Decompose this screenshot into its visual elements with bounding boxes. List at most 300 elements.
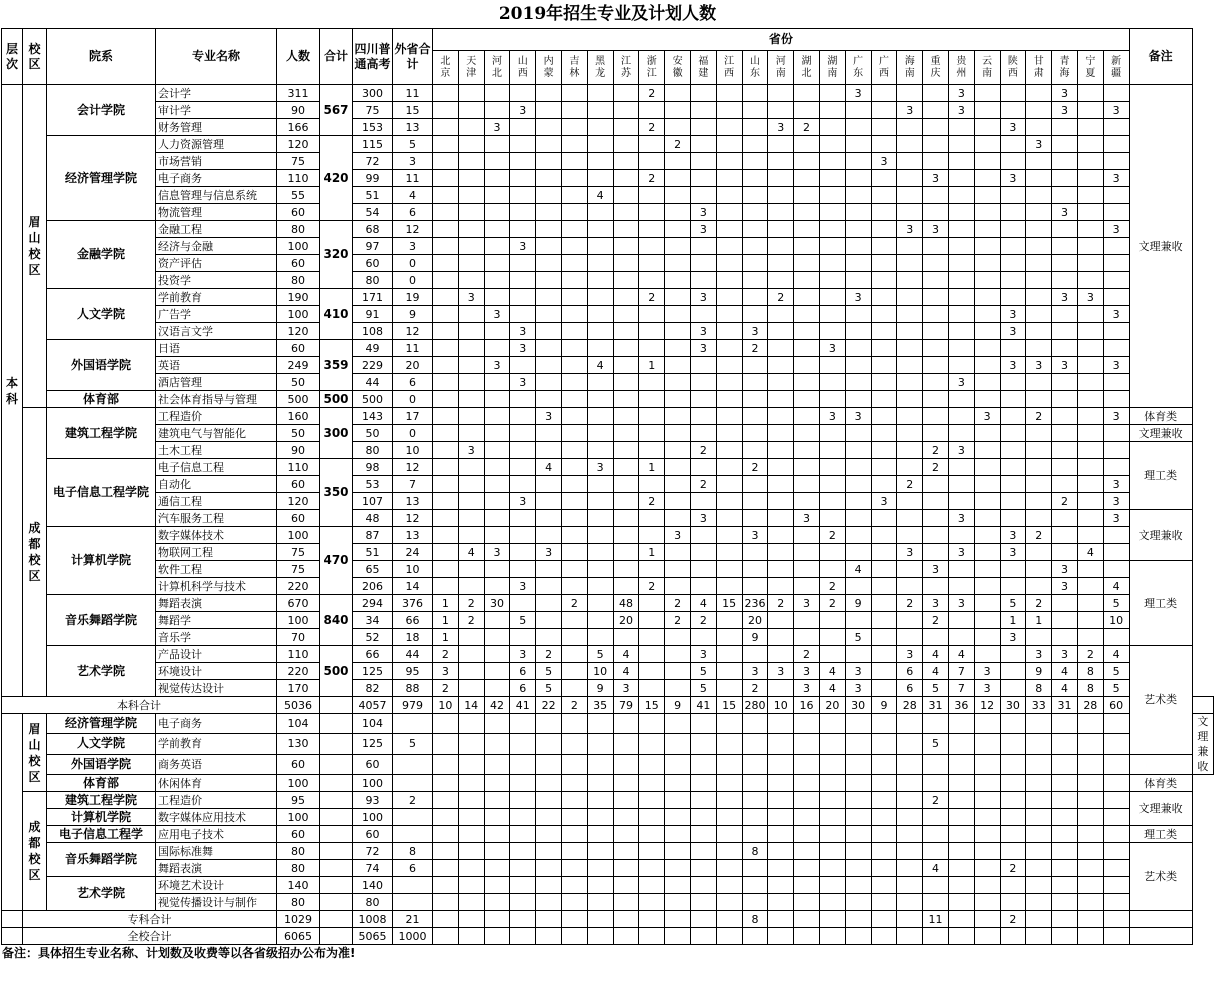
major-count: 110: [277, 170, 320, 187]
major-name: 应用电子技术: [156, 826, 277, 843]
province-value: [974, 255, 1000, 272]
province-value: 3: [484, 544, 510, 561]
province-value: [458, 809, 484, 826]
province-value: [974, 629, 1000, 646]
province-value: [690, 877, 716, 894]
province-value: [871, 425, 897, 442]
province-value: [897, 357, 923, 374]
province-value: [1052, 527, 1078, 544]
province-value: [923, 306, 949, 323]
province-value: [484, 877, 510, 894]
province-value: [433, 561, 459, 578]
province-value: [897, 272, 923, 289]
province-header: 陕 西: [1000, 51, 1026, 85]
province-value: [665, 170, 691, 187]
province-value: [665, 391, 691, 408]
total-province-value: 41: [690, 697, 716, 714]
province-value: [768, 792, 794, 809]
province-value: [897, 408, 923, 425]
outside-count: 18: [393, 629, 433, 646]
province-value: [948, 734, 974, 754]
major-name: 社会体育指导与管理: [156, 391, 277, 408]
province-value: [897, 754, 923, 774]
major-count: 70: [277, 629, 320, 646]
sichuan-count: 99: [353, 170, 393, 187]
province-value: [1026, 153, 1052, 170]
province-value: [1077, 374, 1103, 391]
province-value: [716, 425, 742, 442]
province-value: 3: [948, 374, 974, 391]
sichuan-count: 53: [353, 476, 393, 493]
province-value: [1026, 714, 1052, 734]
province-value: [948, 629, 974, 646]
outside-count: 11: [393, 170, 433, 187]
province-value: [536, 894, 562, 911]
province-value: [639, 860, 665, 877]
college-name: 建筑工程学院: [47, 408, 156, 459]
province-value: [974, 85, 1000, 102]
province-value: [561, 136, 587, 153]
province-value: [871, 204, 897, 221]
province-value: [923, 357, 949, 374]
province-value: [1077, 775, 1103, 792]
province-value: [819, 119, 845, 136]
major-count: 95: [277, 792, 320, 809]
province-value: [1000, 809, 1026, 826]
province-value: [433, 775, 459, 792]
province-value: [510, 221, 536, 238]
outside-count: 24: [393, 544, 433, 561]
province-value: [690, 85, 716, 102]
province-value: [613, 340, 639, 357]
sichuan-count: 72: [353, 843, 393, 860]
province-value: [690, 714, 716, 734]
table-row: [2, 391, 1214, 408]
major-count: 60: [277, 340, 320, 357]
province-value: [742, 289, 768, 306]
province-value: [871, 357, 897, 374]
province-value: [1077, 792, 1103, 809]
province-value: [561, 357, 587, 374]
province-value: [897, 578, 923, 595]
province-value: [1000, 408, 1026, 425]
province-value: [845, 544, 871, 561]
province-value: 7: [948, 680, 974, 697]
province-value: [819, 843, 845, 860]
province-value: [1052, 754, 1078, 774]
province-value: [845, 578, 871, 595]
province-value: [819, 187, 845, 204]
province-value: [1077, 119, 1103, 136]
province-value: [974, 323, 1000, 340]
province-value: [1026, 119, 1052, 136]
total-province-value: [1026, 928, 1052, 945]
province-value: 3: [1052, 289, 1078, 306]
major-count: 100: [277, 527, 320, 544]
province-value: [665, 877, 691, 894]
province-value: [433, 826, 459, 843]
total-province-value: [1103, 928, 1129, 945]
province-value: [665, 442, 691, 459]
table-row: [2, 119, 1214, 136]
province-value: [923, 408, 949, 425]
province-value: 3: [1000, 629, 1026, 646]
total-province-value: [716, 911, 742, 928]
province-value: 3: [690, 204, 716, 221]
province-value: [974, 357, 1000, 374]
province-value: [458, 153, 484, 170]
province-value: [768, 238, 794, 255]
province-value: [716, 775, 742, 792]
province-value: [716, 255, 742, 272]
province-value: [510, 714, 536, 734]
province-value: [1000, 561, 1026, 578]
total-province-value: [871, 911, 897, 928]
province-value: [716, 306, 742, 323]
total-province-value: [613, 928, 639, 945]
province-value: [768, 255, 794, 272]
province-value: [768, 809, 794, 826]
province-value: [948, 119, 974, 136]
province-value: [794, 754, 820, 774]
province-value: [845, 527, 871, 544]
province-value: [536, 860, 562, 877]
total-province-value: [587, 928, 613, 945]
province-value: [794, 136, 820, 153]
province-value: [536, 775, 562, 792]
province-value: [1103, 204, 1129, 221]
province-value: [690, 153, 716, 170]
province-value: [433, 459, 459, 476]
province-value: [1103, 136, 1129, 153]
province-value: [1103, 561, 1129, 578]
province-value: [768, 493, 794, 510]
province-value: [639, 792, 665, 809]
province-value: [1026, 170, 1052, 187]
province-value: [690, 544, 716, 561]
college-total: 500: [320, 646, 353, 697]
total-province-value: [433, 911, 459, 928]
province-value: [536, 595, 562, 612]
province-value: [948, 578, 974, 595]
province-value: [948, 187, 974, 204]
college-total: [320, 860, 353, 877]
province-value: [536, 323, 562, 340]
province-value: [484, 734, 510, 754]
province-value: 4: [458, 544, 484, 561]
sichuan-count: 300: [353, 85, 393, 102]
province-value: [458, 272, 484, 289]
province-value: [690, 238, 716, 255]
major-count: 249: [277, 357, 320, 374]
province-value: [819, 170, 845, 187]
province-value: [948, 754, 974, 774]
province-value: 5: [1103, 595, 1129, 612]
province-value: [742, 578, 768, 595]
province-value: [1103, 544, 1129, 561]
province-value: [974, 754, 1000, 774]
province-value: [1000, 775, 1026, 792]
province-value: 3: [690, 289, 716, 306]
province-value: [819, 629, 845, 646]
province-value: [871, 663, 897, 680]
province-value: [536, 877, 562, 894]
province-value: [871, 306, 897, 323]
province-value: [536, 734, 562, 754]
province-value: 1: [1026, 612, 1052, 629]
province-value: [871, 646, 897, 663]
province-value: [923, 629, 949, 646]
province-value: [587, 809, 613, 826]
province-value: [690, 792, 716, 809]
province-value: 1: [639, 544, 665, 561]
college-name: 电子信息工程学院: [47, 459, 156, 527]
total-remark: [1192, 697, 1213, 714]
province-value: [742, 85, 768, 102]
province-value: [948, 877, 974, 894]
province-value: [433, 877, 459, 894]
province-value: 3: [923, 561, 949, 578]
province-value: [433, 408, 459, 425]
province-value: 5: [690, 663, 716, 680]
province-value: [716, 119, 742, 136]
province-value: [716, 272, 742, 289]
province-value: 9: [742, 629, 768, 646]
province-value: [458, 119, 484, 136]
province-value: [665, 714, 691, 734]
major-name: 信息管理与信息系统: [156, 187, 277, 204]
college-total: [320, 894, 353, 911]
province-value: 2: [690, 476, 716, 493]
total-province-value: [690, 911, 716, 928]
province-value: [1077, 323, 1103, 340]
province-value: [1026, 860, 1052, 877]
province-value: [1103, 289, 1129, 306]
province-value: [1077, 238, 1103, 255]
sichuan-count: 74: [353, 860, 393, 877]
header-college: 院系: [47, 29, 156, 85]
major-count: 500: [277, 391, 320, 408]
province-value: [794, 391, 820, 408]
total-province-value: 33: [1026, 697, 1052, 714]
province-value: [897, 374, 923, 391]
province-value: [561, 102, 587, 119]
province-value: [716, 391, 742, 408]
province-value: 3: [768, 663, 794, 680]
table-row: [2, 102, 1214, 119]
province-value: 4: [845, 561, 871, 578]
college-name: 艺术学院: [47, 646, 156, 697]
province-value: [1052, 629, 1078, 646]
province-value: [1052, 323, 1078, 340]
province-value: [561, 561, 587, 578]
province-value: [768, 374, 794, 391]
province-value: [1052, 136, 1078, 153]
province-value: [458, 527, 484, 544]
province-value: [794, 578, 820, 595]
outside-count: 44: [393, 646, 433, 663]
sichuan-count: 72: [353, 153, 393, 170]
province-value: [536, 510, 562, 527]
total-province-value: 12: [974, 697, 1000, 714]
province-value: [639, 102, 665, 119]
province-value: [1052, 425, 1078, 442]
major-name: 舞蹈学: [156, 612, 277, 629]
major-count: 170: [277, 680, 320, 697]
province-value: 3: [794, 663, 820, 680]
province-value: 4: [613, 646, 639, 663]
province-value: [433, 544, 459, 561]
province-value: [458, 561, 484, 578]
major-count: 140: [277, 877, 320, 894]
major-count: 60: [277, 826, 320, 843]
header-outside: 外省合计: [393, 29, 433, 85]
province-value: [639, 595, 665, 612]
province-value: [742, 561, 768, 578]
outside-count: 17: [393, 408, 433, 425]
province-value: [536, 221, 562, 238]
province-value: [458, 187, 484, 204]
province-value: [845, 754, 871, 774]
province-header: 内 蒙: [536, 51, 562, 85]
province-value: [768, 476, 794, 493]
sichuan-count: 51: [353, 187, 393, 204]
province-value: [897, 510, 923, 527]
province-value: [948, 306, 974, 323]
province-value: [1052, 714, 1078, 734]
province-value: [561, 442, 587, 459]
province-value: [1026, 391, 1052, 408]
enrollment-plan-table: [1, 28, 1214, 945]
province-value: [665, 255, 691, 272]
province-value: [1103, 629, 1129, 646]
province-value: [819, 391, 845, 408]
table-row: [2, 340, 1214, 357]
province-value: [1000, 754, 1026, 774]
province-value: [871, 136, 897, 153]
remark-cell: 艺术类: [1129, 843, 1192, 911]
province-value: [768, 459, 794, 476]
province-value: [1026, 425, 1052, 442]
province-value: [1103, 843, 1129, 860]
province-value: [1103, 425, 1129, 442]
province-value: [948, 170, 974, 187]
province-value: [1000, 578, 1026, 595]
province-value: 3: [871, 493, 897, 510]
outside-count: 11: [393, 85, 433, 102]
province-value: [561, 680, 587, 697]
total-province-value: [613, 911, 639, 928]
province-value: [510, 544, 536, 561]
province-value: [1000, 680, 1026, 697]
province-value: [561, 425, 587, 442]
province-value: [1052, 510, 1078, 527]
total-province-value: [536, 928, 562, 945]
province-value: [1052, 374, 1078, 391]
table-row: [2, 612, 1214, 629]
province-value: [639, 153, 665, 170]
major-name: 工程造价: [156, 792, 277, 809]
province-value: [561, 734, 587, 754]
province-value: [1000, 221, 1026, 238]
province-value: [1052, 408, 1078, 425]
sichuan-count: 44: [353, 374, 393, 391]
province-value: [1103, 187, 1129, 204]
province-value: [613, 510, 639, 527]
table-row: [2, 714, 1214, 734]
province-value: [768, 734, 794, 754]
junior-total-row: [2, 911, 1214, 928]
total-province-value: 30: [845, 697, 871, 714]
province-value: [897, 826, 923, 843]
province-header: 安 徽: [665, 51, 691, 85]
sichuan-count: 98: [353, 459, 393, 476]
province-value: [1000, 792, 1026, 809]
province-value: [639, 442, 665, 459]
province-value: 3: [897, 102, 923, 119]
province-value: [1077, 629, 1103, 646]
province-value: 236: [742, 595, 768, 612]
sichuan-count: 115: [353, 136, 393, 153]
province-value: 3: [510, 646, 536, 663]
province-value: [742, 119, 768, 136]
province-value: [536, 826, 562, 843]
province-value: [819, 612, 845, 629]
province-value: [561, 612, 587, 629]
province-value: [561, 85, 587, 102]
province-value: [897, 153, 923, 170]
province-value: [613, 809, 639, 826]
province-value: [871, 221, 897, 238]
province-value: 3: [1026, 136, 1052, 153]
province-value: [871, 289, 897, 306]
province-value: [742, 153, 768, 170]
province-value: 2: [1077, 646, 1103, 663]
province-value: [845, 877, 871, 894]
sichuan-count: 80: [353, 442, 393, 459]
province-value: [871, 119, 897, 136]
province-value: [897, 561, 923, 578]
province-value: [1077, 272, 1103, 289]
province-value: [1077, 187, 1103, 204]
province-value: [845, 119, 871, 136]
province-value: [845, 493, 871, 510]
major-name: 汽车服务工程: [156, 510, 277, 527]
total-province-value: 60: [1103, 697, 1129, 714]
total-province-value: [974, 928, 1000, 945]
province-value: [845, 775, 871, 792]
province-value: [1052, 340, 1078, 357]
province-value: 3: [1103, 306, 1129, 323]
province-value: [433, 809, 459, 826]
province-value: [1077, 826, 1103, 843]
total-sichuan: 4057: [353, 697, 393, 714]
province-value: [510, 425, 536, 442]
province-value: 3: [1000, 170, 1026, 187]
total-province-value: [819, 928, 845, 945]
major-count: 160: [277, 408, 320, 425]
province-value: [1000, 289, 1026, 306]
province-value: [665, 459, 691, 476]
province-value: [1077, 476, 1103, 493]
province-value: [974, 170, 1000, 187]
province-value: [716, 493, 742, 510]
province-value: [794, 612, 820, 629]
province-value: [871, 391, 897, 408]
major-name: 环境艺术设计: [156, 877, 277, 894]
province-value: [768, 442, 794, 459]
major-name: 土木工程: [156, 442, 277, 459]
